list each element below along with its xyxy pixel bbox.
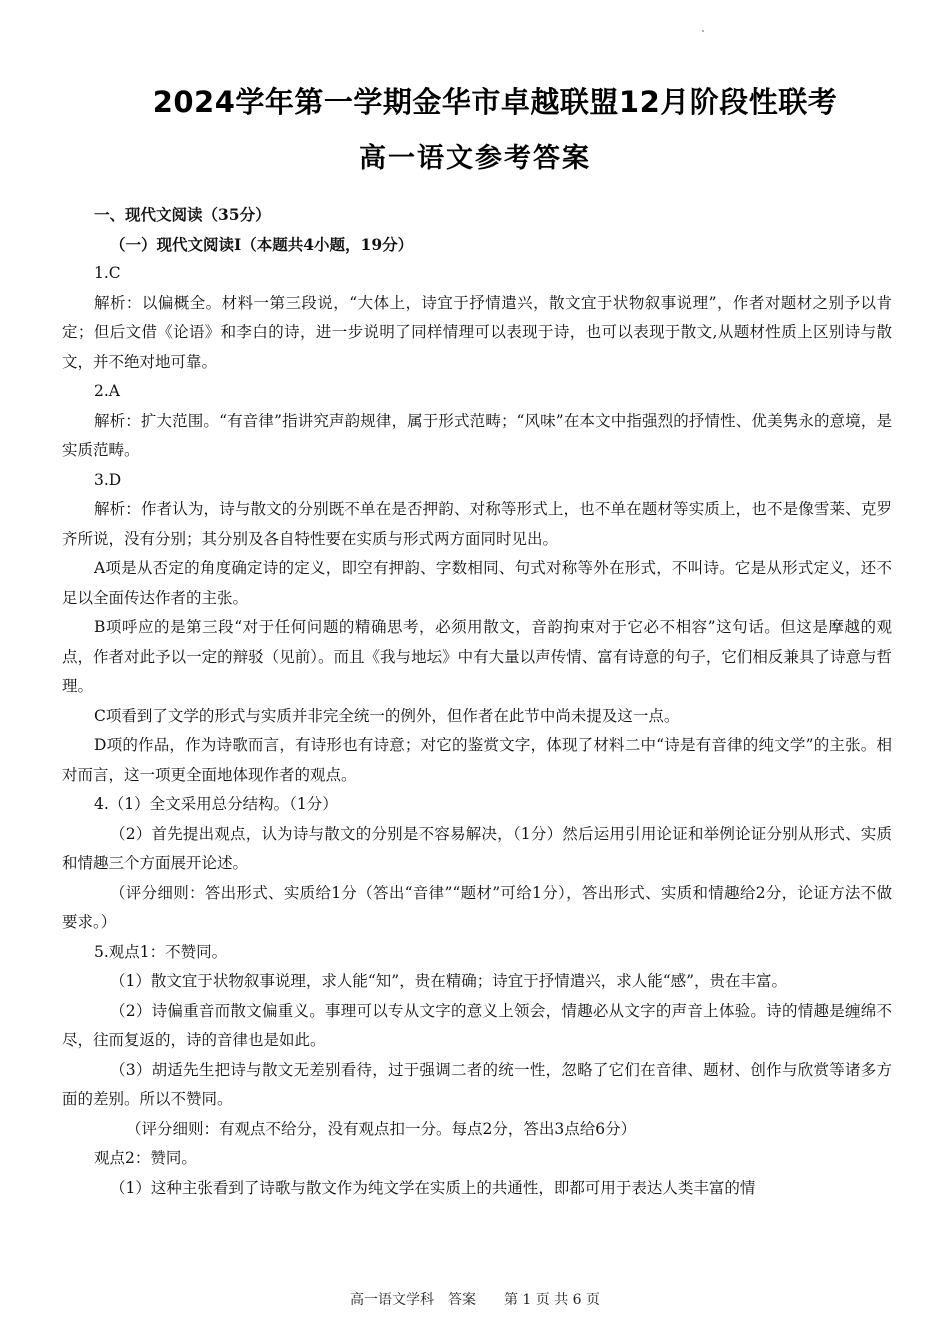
exam-title: 2024学年第一学期金华市卓越联盟12月阶段性联考 — [152, 85, 838, 119]
answer-5-view-2-point-1: （1）这种主张看到了诗歌与散文作为纯文学在实质上的共通性，即都可用于表达人类丰富的情 — [110, 1178, 756, 1197]
explanation-3: 解析：作者认为，诗与散文的分别既不单在是否押韵、对称等形式上，也不单在题材等实质上，也不是像雪莱、克罗齐所说，没有分别；其分别及各自特性要在实质与形式两方面同时见出。 — [62, 500, 892, 548]
option-a-note: A项是从否定的角度确定诗的定义，即空有押韵、字数相同、句式对称等外在形式，不叫诗。它是从形式定义，还不足以全面传达作者的主张。 — [62, 559, 892, 607]
answer-5-point-3: （3）胡适先生把诗与散文无差别看待，过于强调二者的统一性，忽略了它们在音律、题材、创作与欣赏等诸多方面的差别。所以不赞同。 — [62, 1060, 892, 1108]
answer-1: 1.C — [94, 264, 121, 282]
answer-content — [62, 200, 892, 1203]
answer-4-scoring: （评分细则：答出形式、实质给1分（答出“音律”“题材”可给1分），答出形式、实质和情趣给2分，论证方法不做要求。） — [62, 883, 892, 931]
answer-5-view-1: 5.观点1：不赞同。 — [94, 942, 228, 961]
section-heading: 一、现代文阅读（35分） — [94, 205, 271, 224]
answer-5-view-2: 观点2：赞同。 — [94, 1149, 197, 1167]
option-c-note: C项看到了文学的形式与实质并非完全统一的例外，但作者在此节中尚未提及这一点。 — [94, 706, 680, 725]
answer-4-part-2: （2）首先提出观点，认为诗与散文的分别是不容易解决，（1分）然后运用引用论证和举例论证分别从形式、实质和情趣三个方面展开论述。 — [62, 824, 892, 872]
page-footer: 高一语文学科 答案 第 1 页 共 6 页 — [349, 1292, 601, 1308]
answer-key-title: 高一语文参考答案 — [359, 143, 591, 174]
option-b-note: B项呼应的是第三段“对于任何问题的精确思考，必须用散文，音韵拘束对于它必不相容”这句话。但这是摩越的观点，作者对此予以一定的辩驳（见前）。而且《我与地坛》中有大量以声传情、富有诗意的句子，它们相反兼具了诗意与哲理。 — [62, 618, 892, 695]
answer-5-point-1: （1）散文宜于状物叙事说理，求人能“知”，贵在精确；诗宜于抒情遣兴，求人能“感”，贵在丰富。 — [110, 972, 788, 990]
explanation-1: 解析：以偏概全。材料一第三段说，“大体上，诗宜于抒情遣兴，散文宜于状物叙事说理”，作者对题材之别予以肯定；但后文借《论语》和李白的诗，进一步说明了同样情理可以表现于诗，也可以表现于散文,从题材性质上区别诗与散文，并不绝对地可靠。 — [62, 293, 892, 371]
answer-4-part-1: 4.（1）全文采用总分结构。（1分） — [94, 795, 338, 813]
explanation-2: 解析：扩大范围。“有音律”指讲究声韵规律，属于形式范畴；“风味”在本文中指强烈的抒情性、优美隽永的意境，是实质范畴。 — [62, 411, 892, 459]
answer-5-point-2: （2）诗偏重音而散文偏重义。事理可以专从文字的意义上领会，情趣必从文字的声音上体验。诗的情趣是缠绵不尽，往而复返的，诗的音律也是如此。 — [62, 1001, 892, 1049]
answer-3: 3.D — [94, 470, 122, 489]
answer-2: 2.A — [94, 382, 120, 400]
subsection-heading: （一）现代文阅读Ⅰ（本题共4小题，19分） — [110, 234, 414, 254]
option-d-note: D项的作品，作为诗歌而言，有诗形也有诗意；对它的鉴赏文字，体现了材料二中“诗是有音律的纯文学”的主张。相对而言，这一项更全面地体现作者的观点。 — [62, 736, 892, 784]
answer-5-scoring: （评分细则：有观点不给分，没有观点扣一分。每点2分，答出3点给6分） — [126, 1119, 637, 1138]
scan-dot — [702, 30, 704, 32]
